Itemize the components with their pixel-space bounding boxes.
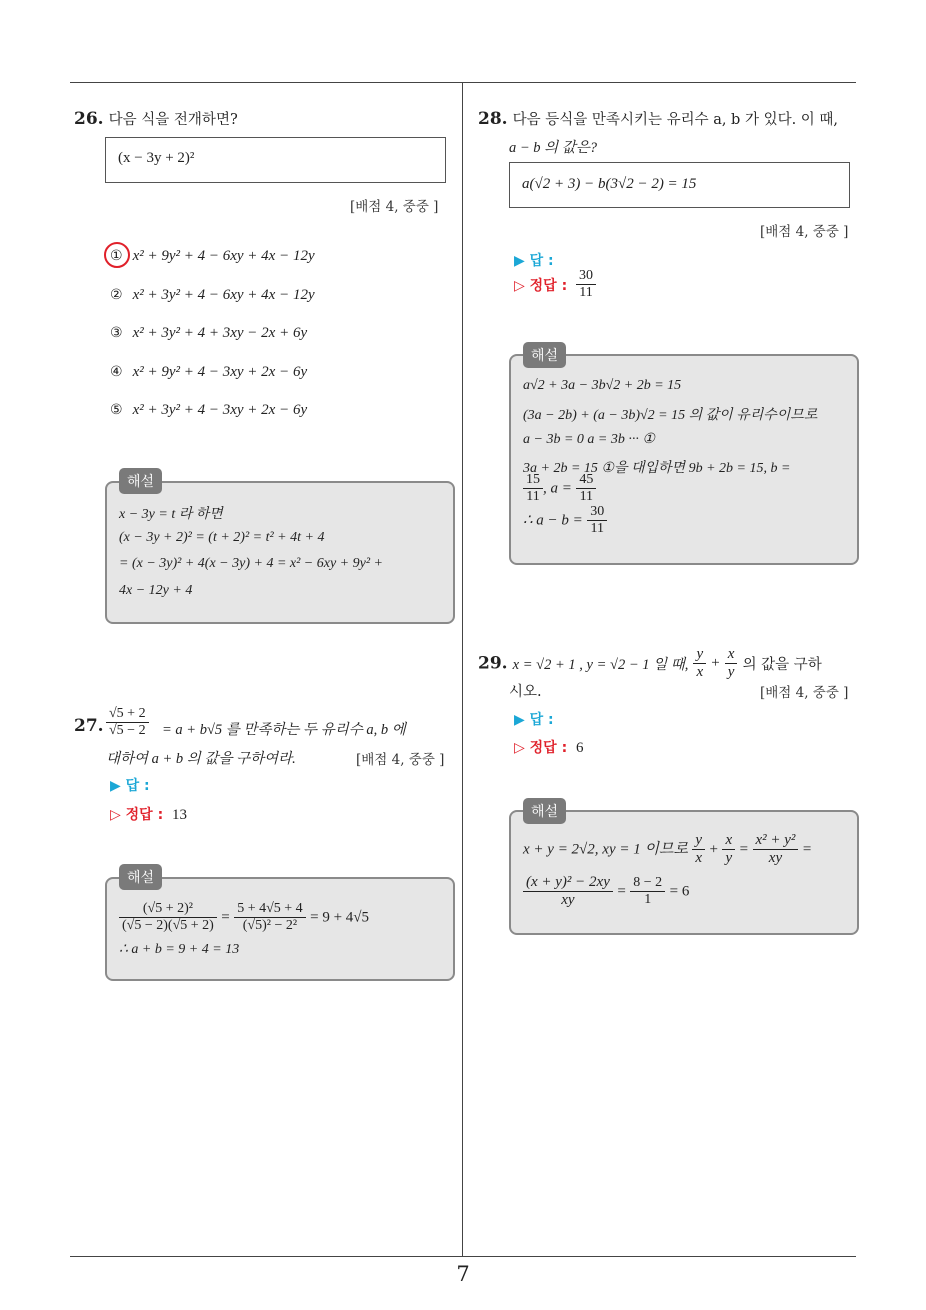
- score-label: [배점 4, 중중 ]: [760, 224, 849, 240]
- explanation-line: [523, 472, 596, 505]
- fraction-denominator: xy: [561, 892, 575, 908]
- explanation-line: ∴ a + b = 9 + 4 = 13: [119, 942, 240, 957]
- plus-sign: +: [709, 841, 718, 858]
- fraction-denominator: x: [696, 664, 704, 680]
- explanation-box: [105, 481, 455, 624]
- correct-answer: [514, 268, 596, 301]
- fraction-numerator: x: [725, 646, 738, 664]
- fraction-denominator: 11: [590, 521, 604, 536]
- question-text: 다음 등식을 만족시키는 유리수 a, b 가 있다. 이 때,: [512, 112, 839, 128]
- option-expr: x² + 9y² + 4 − 3xy + 2x − 6y: [132, 364, 308, 380]
- explanation-tag: 해설: [119, 468, 162, 494]
- fraction-denominator: 11: [526, 489, 540, 504]
- score-label: [배점 4, 중중 ]: [356, 752, 445, 768]
- question-26: [74, 108, 238, 129]
- explanation-line: [523, 504, 607, 537]
- correct-answer: [110, 804, 187, 824]
- equals-sign: =: [617, 883, 626, 900]
- fraction-numerator: (√5 + 2)²: [119, 901, 217, 918]
- correct-answer-value: 6: [576, 740, 584, 756]
- plus-sign: +: [711, 655, 720, 671]
- correct-answer: [514, 737, 584, 757]
- page-number: 7: [456, 1262, 470, 1286]
- fraction-denominator: x: [695, 850, 703, 866]
- question-text-2: a − b 의 값은?: [509, 140, 598, 156]
- fraction-numerator: 8 − 2: [630, 875, 665, 892]
- fraction-numerator: 30: [587, 504, 607, 521]
- expression: (x − 3y + 2)²: [118, 150, 195, 166]
- explanation-line: a√2 + 3a − 3b√2 + 2b = 15: [523, 378, 682, 393]
- option-expr: x² + 3y² + 4 − 6xy + 4x − 12y: [132, 287, 315, 303]
- explanation-line: a − 3b = 0 a = 3b ··· ①: [523, 432, 655, 447]
- fraction-denominator: 1: [644, 892, 652, 907]
- fraction-numerator: 5 + 4√5 + 4: [234, 901, 305, 918]
- score-label: [배점 4, 중중 ]: [760, 685, 849, 701]
- expression: a(√2 + 3) − b(3√2 − 2) = 15: [522, 176, 697, 192]
- question-text-tail: 의 값을 구하: [742, 657, 822, 673]
- explanation-box: [509, 354, 859, 565]
- fraction-numerator: x: [722, 832, 735, 850]
- fraction-denominator: (√5 − 2)(√5 + 2): [122, 918, 214, 933]
- question-number: 26.: [74, 109, 104, 129]
- expression-box: [105, 137, 446, 183]
- explanation-line: $\frac{\text{(√5 + 2)²}}{(√5 - 2)(√5 + 2)}$ = $\frac{5 + 4√5 + 4}{\text{(√5)² − 2²}}$ = 9 + 4√5: [119, 901, 369, 934]
- explanation-result: = 6: [669, 883, 690, 900]
- fraction-numerator: 15: [523, 472, 543, 489]
- option-1[interactable]: [110, 246, 315, 265]
- explanation-tag: 해설: [119, 864, 162, 890]
- fraction-denominator: √5 − 2: [109, 723, 146, 738]
- fraction-numerator: x² + y²: [753, 832, 799, 850]
- top-rule: [70, 82, 856, 83]
- question-fraction: [106, 706, 149, 739]
- explanation-text: x + y = 2√2, xy = 1 이므로: [523, 841, 688, 858]
- column-divider: [462, 82, 463, 1256]
- explanation-line: = (x − 3y)² + 4(x − 3y) + 4 = x² − 6xy + 9y² +: [119, 556, 383, 571]
- explanation-result: = 9 + 4√5: [310, 909, 370, 926]
- fraction-denominator: y: [725, 850, 733, 866]
- question-number: 27.: [74, 716, 104, 736]
- option-2[interactable]: [110, 285, 315, 304]
- fraction-numerator: y: [692, 832, 705, 850]
- explanation-line: (x − 3y + 2)² = (t + 2)² = t² + 4t + 4: [119, 530, 325, 545]
- fraction-denominator: (√5)² − 2²: [242, 918, 298, 933]
- explanation-tag: 해설: [523, 342, 566, 368]
- fraction-denominator: xy: [768, 850, 783, 866]
- option-mark: ④: [110, 364, 123, 380]
- explanation-line: 4x − 12y + 4: [119, 583, 193, 598]
- fraction-numerator: 45: [576, 472, 596, 489]
- score-label: [배점 4, 중중 ]: [350, 199, 439, 215]
- question-text-2: 대하여 a + b 의 값을 구하여라.: [106, 751, 296, 767]
- option-expr: x² + 3y² + 4 + 3xy − 2x + 6y: [132, 325, 308, 341]
- fraction-numerator: 30: [576, 268, 596, 285]
- explanation-line: x − 3y = t 라 하면: [119, 507, 223, 522]
- correct-answer-label: ▷ 정답 :: [514, 277, 568, 294]
- explanation-line: [523, 874, 689, 909]
- option-expr: x² + 3y² + 4 − 3xy + 2x − 6y: [132, 402, 308, 418]
- question-text-2: 시오.: [509, 684, 542, 700]
- option-expr: x² + 9y² + 4 − 6xy + 4x − 12y: [132, 248, 315, 264]
- option-mark: ⑤: [110, 402, 123, 418]
- option-3[interactable]: [110, 323, 307, 342]
- fraction-denominator: 11: [579, 489, 594, 504]
- fraction-denominator: y: [727, 664, 735, 680]
- equals-sign: =: [739, 841, 749, 858]
- explanation-box: [105, 877, 455, 981]
- explanation-tag: 해설: [523, 798, 566, 824]
- correct-answer-label: ▷ 정답 :: [110, 807, 164, 823]
- correct-answer-label: ▷ 정답 :: [514, 740, 568, 756]
- fraction-numerator: (x + y)² − 2xy: [523, 874, 613, 892]
- question-text: 다음 식을 전개하면?: [108, 112, 238, 128]
- option-mark: ③: [110, 325, 123, 341]
- explanation-line: [523, 832, 811, 867]
- question-28: [478, 108, 838, 129]
- explanation-line: 3a + 2b = 15 ①을 대입하면 9b + 2b = 15, b =: [523, 461, 791, 476]
- question-text: = a + b√5 를 만족하는 두 유리수 a, b 에: [162, 722, 406, 738]
- explanation-box: [509, 810, 859, 935]
- question-27: [74, 716, 104, 736]
- question-number: 28.: [478, 109, 508, 129]
- explanation-text: , a =: [543, 480, 572, 497]
- explanation-line: (3a − 2b) + (a − 3b)√2 = 15 의 값이 유리수이므로: [523, 408, 818, 423]
- answer-label: ▶ 답 :: [514, 712, 554, 728]
- option-mark: ①: [110, 248, 123, 264]
- fraction-numerator: y: [693, 646, 706, 664]
- question-text: x = √2 + 1 , y = √2 − 1 일 때,: [512, 657, 689, 673]
- question-number: 29.: [478, 653, 508, 674]
- answer-label: ▶ 답 :: [514, 253, 554, 269]
- correct-answer-value: 13: [172, 807, 188, 823]
- option-5[interactable]: [110, 400, 307, 419]
- fraction-numerator: √5 + 2: [106, 706, 149, 723]
- explanation-text: ∴ a − b =: [523, 512, 583, 529]
- bottom-rule: [70, 1256, 856, 1257]
- option-4[interactable]: [110, 362, 307, 381]
- option-mark: ②: [110, 287, 123, 303]
- question-29: [478, 646, 822, 681]
- equals-sign: =: [802, 841, 812, 858]
- expression-box: [509, 162, 850, 208]
- answer-label: ▶ 답 :: [110, 778, 150, 794]
- fraction-denominator: 11: [579, 285, 593, 300]
